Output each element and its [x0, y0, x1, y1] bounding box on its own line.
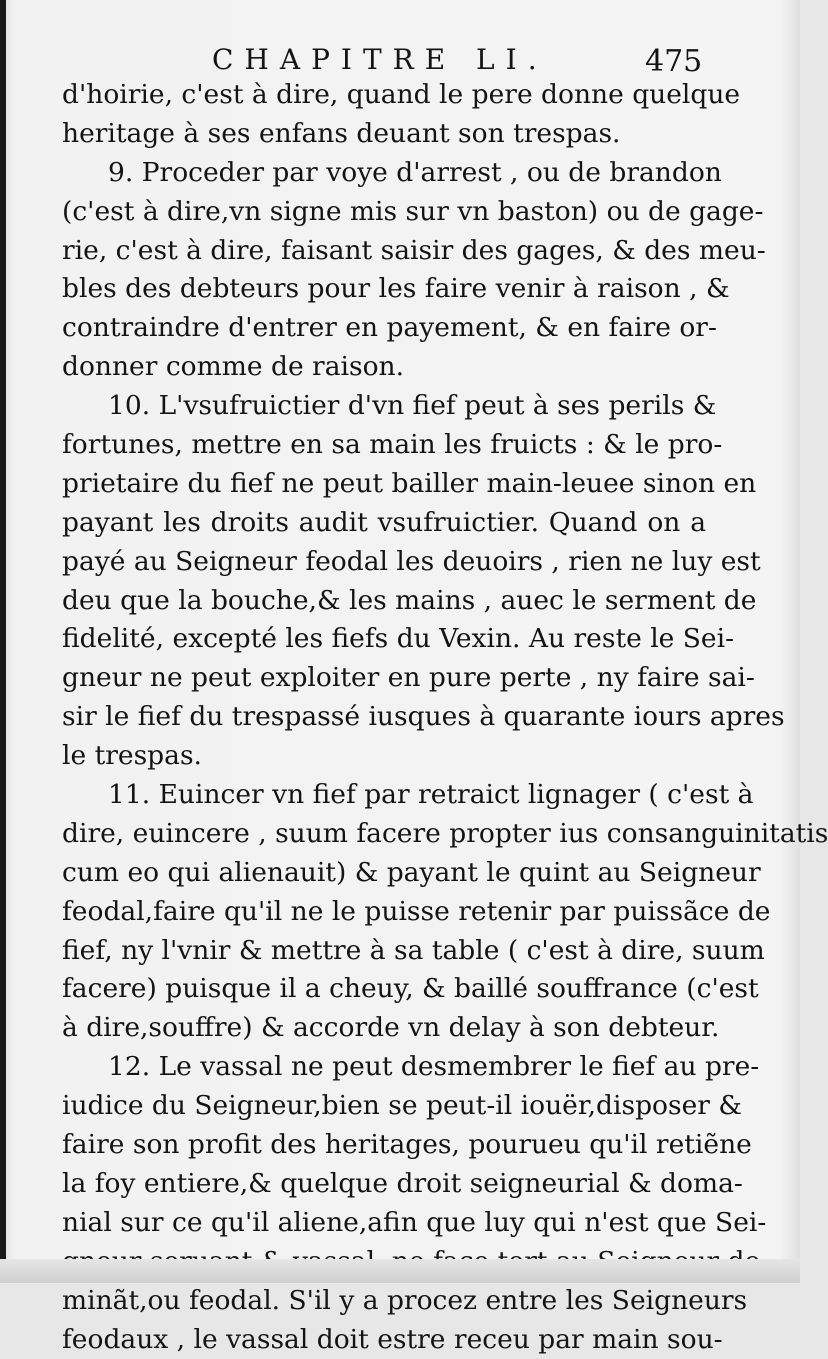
text-line: dire, euincere , suum facere propter ius consanguinitatis: [62, 815, 706, 854]
running-title: CHAPITRE LI.: [212, 40, 548, 80]
text-line: cum eo qui alienauit) & payant le quint au Seigneur: [62, 854, 706, 893]
page-edge-shadow: [0, 0, 6, 1283]
text-line: sir le fief du trespassé iusques à quarante iours apres: [62, 698, 706, 737]
text-line: minãt,ou feodal. S'il y a procez entre les Seigneurs: [62, 1282, 706, 1321]
page-header: [0, 40, 800, 80]
text-line: (c'est à dire,vn signe mis sur vn baston) ou de gage-: [62, 193, 706, 232]
text-line: rie, c'est à dire, faisant saisir des gages, & des meu-: [62, 232, 706, 271]
text-line: payant les droits audit vsufruictier. Quand on a: [62, 504, 706, 543]
text-line: la foy entiere,& quelque droit seigneurial & doma-: [62, 1165, 706, 1204]
text-line: d'hoirie, c'est à dire, quand le pere donne quelque: [62, 76, 706, 115]
text-line: deu que la bouche,& les mains , auec le serment de: [62, 582, 706, 621]
text-line: gneur ne peut exploiter en pure perte , ny faire sai-: [62, 659, 706, 698]
text-line: feodaux , le vassal doit estre receu par main sou-: [62, 1321, 706, 1359]
text-line: 9. Proceder par voye d'arrest , ou de brandon: [62, 154, 706, 193]
text-line: fief, ny l'vnir & mettre à sa table ( c'est à dire, suum: [62, 932, 706, 971]
page-bottom-edge: [0, 1259, 800, 1283]
text-line: bles des debteurs pour les faire venir à raison , &: [62, 270, 706, 309]
page-number: 475: [645, 42, 702, 82]
text-line: fortunes, mettre en sa main les fruicts : & le pro-: [62, 426, 706, 465]
text-line: heritage à ses enfans deuant son trespas.: [62, 115, 706, 154]
text-line: donner comme de raison.: [62, 348, 706, 387]
text-line: facere) puisque il a cheuy, & baillé souffrance (c'est: [62, 970, 706, 1009]
text-line: 11. Euincer vn fief par retraict lignager ( c'est à: [62, 776, 706, 815]
text-line: contraindre d'entrer en payement, & en faire or-: [62, 309, 706, 348]
text-line: iudice du Seigneur,bien se peut-il iouër,disposer &: [62, 1087, 706, 1126]
text-line: nial sur ce qu'il aliene,afin que luy qui n'est que Sei-: [62, 1204, 706, 1243]
text-line: feodal,faire qu'il ne le puisse retenir par puissãce de: [62, 893, 706, 932]
text-line: faire son profit des heritages, pourueu qu'il retiẽne: [62, 1126, 706, 1165]
text-line: à dire,souffre) & accorde vn delay à son debteur.: [62, 1009, 706, 1048]
body-text: [62, 76, 706, 1359]
text-line: prietaire du fief ne peut bailler main-leuee sinon en: [62, 465, 706, 504]
text-line: 12. Le vassal ne peut desmembrer le fief au pre-: [62, 1048, 706, 1087]
text-line: fidelité, excepté les fiefs du Vexin. Au reste le Sei-: [62, 620, 706, 659]
text-line: payé au Seigneur feodal les deuoirs , rien ne luy est: [62, 543, 706, 582]
text-line: le trespas.: [62, 737, 706, 776]
text-line: 10. L'vsufruictier d'vn fief peut à ses perils &: [62, 387, 706, 426]
